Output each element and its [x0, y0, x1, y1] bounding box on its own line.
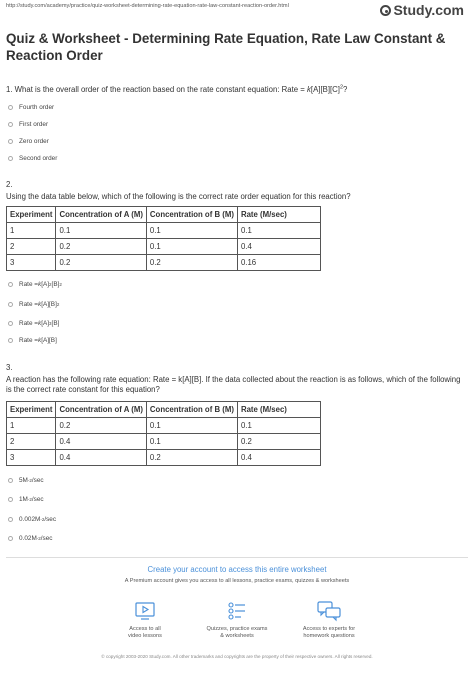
feature-experts: Access to experts for homework questions — [274, 600, 384, 640]
table-header: Concentration of B (M) — [146, 402, 237, 418]
create-account-link[interactable]: Create your account to access this entire worksheet — [147, 565, 327, 574]
table-header: Experiment — [7, 402, 56, 418]
study-logo[interactable]: Study.com — [380, 2, 464, 18]
logo-mark-icon — [380, 5, 391, 16]
q3-option[interactable]: 1M -2 /sec — [8, 496, 44, 503]
premium-description: A Premium account gives you access to all lessons, practice exams, quizzes & worksheets — [124, 578, 350, 584]
table-row: 1 0.2 0.1 0.1 — [7, 418, 321, 434]
question-1: 1. What is the overall order of the reaction based on the rate constant equation: Rate = $k[A][B][C]^2$? — [6, 84, 348, 94]
question-2-text: Using the data table below, which of the following is the correct rate order equation for this reaction? — [6, 192, 351, 201]
q2-option[interactable]: Rate = k [A] 2 [B] 2 — [8, 281, 62, 288]
page-url: http://study.com/academy/practice/quiz-worksheet-determining-rate-equation-rate-law-constant-reaction-order.html — [6, 3, 289, 9]
q1-option[interactable]: Zero order — [8, 138, 49, 145]
q2-option[interactable]: Rate = k [A][B] — [8, 337, 57, 344]
feature-quizzes: Quizzes, practice exams & worksheets — [182, 600, 292, 640]
radio-icon[interactable] — [8, 139, 13, 144]
q1-option[interactable]: Fourth order — [8, 104, 54, 111]
question-3-number: 3. — [6, 363, 13, 372]
worksheet-title: Quiz & Worksheet - Determining Rate Equation, Rate Law Constant & Reaction Order — [6, 31, 446, 63]
table-row: 3 0.2 0.2 0.16 — [7, 255, 321, 271]
copyright-notice: © copyright 2003-2020 Study.com. All other trademarks and copyrights are the property of their respective owners. All rights reserved. — [101, 654, 373, 659]
q2-option[interactable]: Rate = k [A][B] 2 — [8, 301, 59, 308]
table-header: Experiment — [7, 207, 56, 223]
radio-icon[interactable] — [8, 282, 13, 287]
table-header: Rate (M/sec) — [237, 402, 320, 418]
quiz-checklist-icon — [226, 600, 248, 622]
table-row: 2 0.4 0.1 0.2 — [7, 434, 321, 450]
radio-icon[interactable] — [8, 105, 13, 110]
radio-icon[interactable] — [8, 122, 13, 127]
q1-option[interactable]: First order — [8, 121, 48, 128]
q3-option[interactable]: 0.02M -2 /sec — [8, 535, 52, 542]
table-row: 1 0.1 0.1 0.1 — [7, 223, 321, 239]
q2-data-table — [6, 206, 321, 271]
table-header: Rate (M/sec) — [237, 207, 320, 223]
radio-icon[interactable] — [8, 497, 13, 502]
radio-icon[interactable] — [8, 517, 13, 522]
radio-icon[interactable] — [8, 536, 13, 541]
video-play-icon — [134, 600, 156, 622]
divider — [6, 557, 468, 558]
q3-option[interactable]: 5M -2 /sec — [8, 477, 44, 484]
question-2-number: 2. — [6, 180, 13, 189]
question-3-text: A reaction has the following rate equation: Rate = k[A][B]. If the data collected about the reaction is as follows, which of the following is the correct rate constant for this equation? — [6, 375, 461, 394]
q1-option[interactable]: Second order — [8, 155, 57, 162]
q3-option[interactable]: 0.002M -2 /sec — [8, 516, 56, 523]
table-header: Concentration of A (M) — [56, 207, 146, 223]
q3-data-table — [6, 401, 321, 466]
table-row: 3 0.4 0.2 0.4 — [7, 450, 321, 466]
radio-icon[interactable] — [8, 156, 13, 161]
radio-icon[interactable] — [8, 338, 13, 343]
radio-icon[interactable] — [8, 321, 13, 326]
table-row: 2 0.2 0.1 0.4 — [7, 239, 321, 255]
feature-video-lessons: Access to all video lessons — [90, 600, 200, 640]
table-header: Concentration of B (M) — [146, 207, 237, 223]
radio-icon[interactable] — [8, 478, 13, 483]
chat-bubbles-icon — [316, 600, 342, 622]
radio-icon[interactable] — [8, 302, 13, 307]
q2-option[interactable]: Rate = k [A] 3 [B] — [8, 320, 59, 327]
table-header: Concentration of A (M) — [56, 402, 146, 418]
